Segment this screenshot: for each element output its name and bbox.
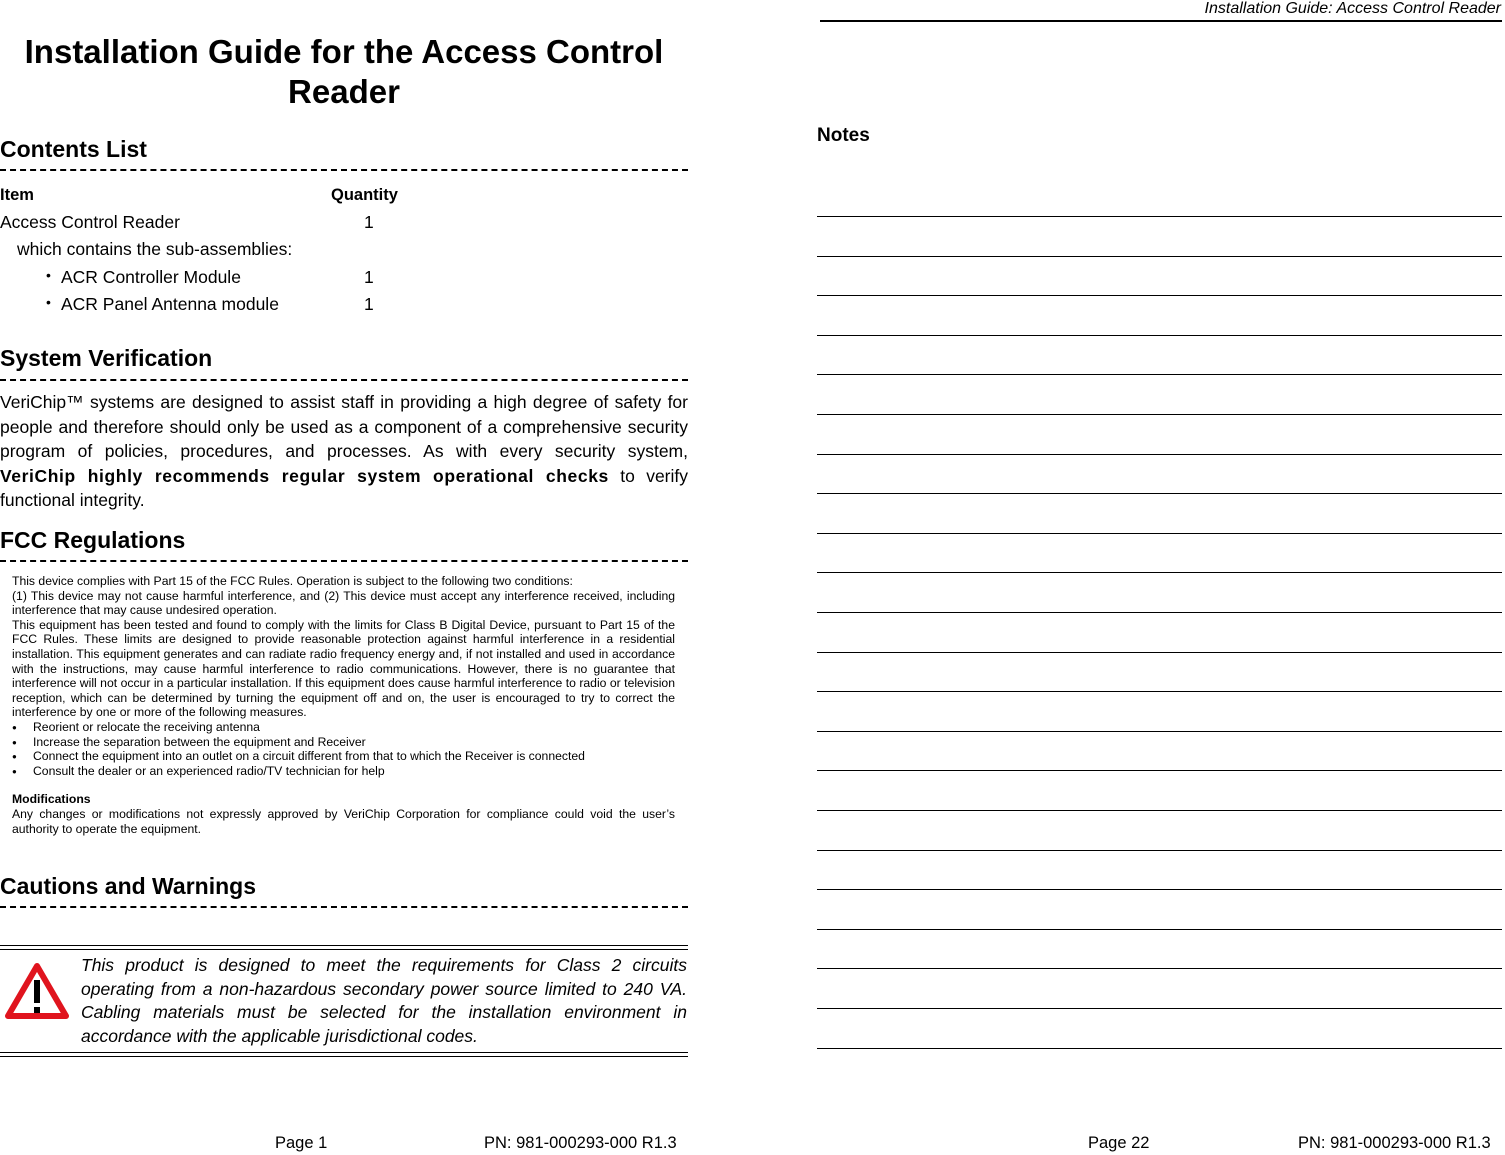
notes-line	[817, 572, 1502, 573]
section-divider	[0, 906, 688, 908]
notes-line	[817, 731, 1502, 732]
verification-heading: System Verification	[0, 345, 213, 371]
notes-line	[817, 335, 1502, 336]
warning-text: This product is designed to meet the requirements for Class 2 circuits operating from a non-hazardous secondary power source limited to 240 VA. Cabling materials must be selected for the installation environment in accordance with the applicable jurisdictional codes.	[81, 955, 687, 1046]
notes-line	[817, 929, 1502, 930]
notes-line	[817, 968, 1502, 969]
contents-heading: Contents List	[0, 136, 147, 162]
contents-qty: 1	[364, 267, 374, 287]
verification-paragraph: VeriChip™ systems are designed to assist staff in providing a high degree of safety for people and therefore should only be used as a component of a comprehensive security program of policies, procedures, and processes. As with every security system, VeriChip highly recommends regular system operational checks to verify functional integrity.	[0, 392, 689, 510]
warning-icon	[5, 962, 69, 1020]
fcc-paragraph: This equipment has been tested and found to comply with the limits for Class B Digital Device, pursuant to Part 15 of the FCC Rules. These limits are designed to provide reasonable protection against harmful interference in a residential installation. This equipment generates and can radiate radio frequency energy and, if not installed and used in accordance with the instructions, may cause harmful interference to radio communications. However, there is no guarantee that interference will not occur in a particular installation. If this equipment does cause harmful interference to radio or television reception, which can be determined by turning the equipment off and on, the user is encouraged to try to correct the interference by one or more of the following measures.	[12, 617, 675, 720]
header-rule	[820, 20, 1502, 22]
warning-rule-bottom	[0, 1052, 688, 1057]
bullet-dot: •	[46, 267, 51, 283]
fcc-paragraph: This device complies with Part 15 of the FCC Rules. Operation is subject to the following two conditions:	[12, 574, 573, 588]
contents-item: Access Control Reader	[0, 212, 180, 232]
footer-page-number: Page 1	[275, 1134, 328, 1152]
footer-part-number: PN: 981-000293-000 R1.3	[484, 1134, 677, 1152]
fcc-heading: FCC Regulations	[0, 527, 186, 553]
notes-line	[817, 850, 1502, 851]
contents-item: ACR Panel Antenna module	[61, 294, 279, 314]
notes-line	[817, 810, 1502, 811]
modifications-text: Any changes or modifications not expressly approved by VeriChip Corporation for compliance could void the user’s authority to operate the equipment.	[12, 806, 675, 836]
col-item-header: Item	[0, 186, 34, 204]
running-header: Installation Guide: Access Control Reader	[1204, 0, 1501, 17]
notes-line	[817, 414, 1502, 415]
notes-line	[817, 493, 1502, 494]
fcc-text-block	[12, 574, 675, 836]
contents-item: ACR Controller Module	[61, 267, 241, 287]
fcc-measures-list	[12, 720, 675, 778]
list-item: ● Reorient or relocate the receiving antenna	[12, 720, 675, 735]
notes-line	[817, 454, 1502, 455]
section-divider	[0, 379, 688, 381]
contents-item: which contains the sub-assemblies:	[17, 239, 293, 259]
warning-rule-top	[0, 945, 688, 950]
notes-line	[817, 770, 1502, 771]
list-item: ● Connect the equipment into an outlet on a circuit different from that to which the Receiver is connected	[12, 749, 675, 764]
bullet-dot: •	[46, 294, 51, 310]
footer-page-number: Page 22	[1088, 1134, 1150, 1152]
notes-line	[817, 1048, 1502, 1049]
footer-part-number: PN: 981-000293-000 R1.3	[1298, 1134, 1491, 1152]
list-item: ● Consult the dealer or an experienced radio/TV technician for help	[12, 764, 675, 779]
notes-line	[817, 652, 1502, 653]
section-divider	[0, 169, 688, 171]
notes-heading: Notes	[817, 125, 870, 146]
contents-qty: 1	[364, 294, 374, 314]
col-quantity-header: Quantity	[331, 186, 398, 204]
fcc-paragraph: (1) This device may not cause harmful interference, and (2) This device must accept any interference received, including interference that may cause undesired operation.	[12, 588, 675, 618]
notes-line	[817, 374, 1502, 375]
notes-line	[817, 612, 1502, 613]
notes-line	[817, 889, 1502, 890]
notes-line	[817, 533, 1502, 534]
list-item: ● Increase the separation between the equipment and Receiver	[12, 735, 675, 750]
notes-line	[817, 1008, 1502, 1009]
notes-line	[817, 691, 1502, 692]
document-title: Installation Guide for the Access Control Reader	[24, 33, 664, 110]
modifications-heading: Modifications	[12, 792, 91, 807]
contents-qty: 1	[364, 212, 374, 232]
section-divider	[0, 560, 688, 562]
cautions-heading: Cautions and Warnings	[0, 873, 256, 899]
notes-line	[817, 295, 1502, 296]
notes-line	[817, 256, 1502, 257]
notes-line	[817, 216, 1502, 217]
